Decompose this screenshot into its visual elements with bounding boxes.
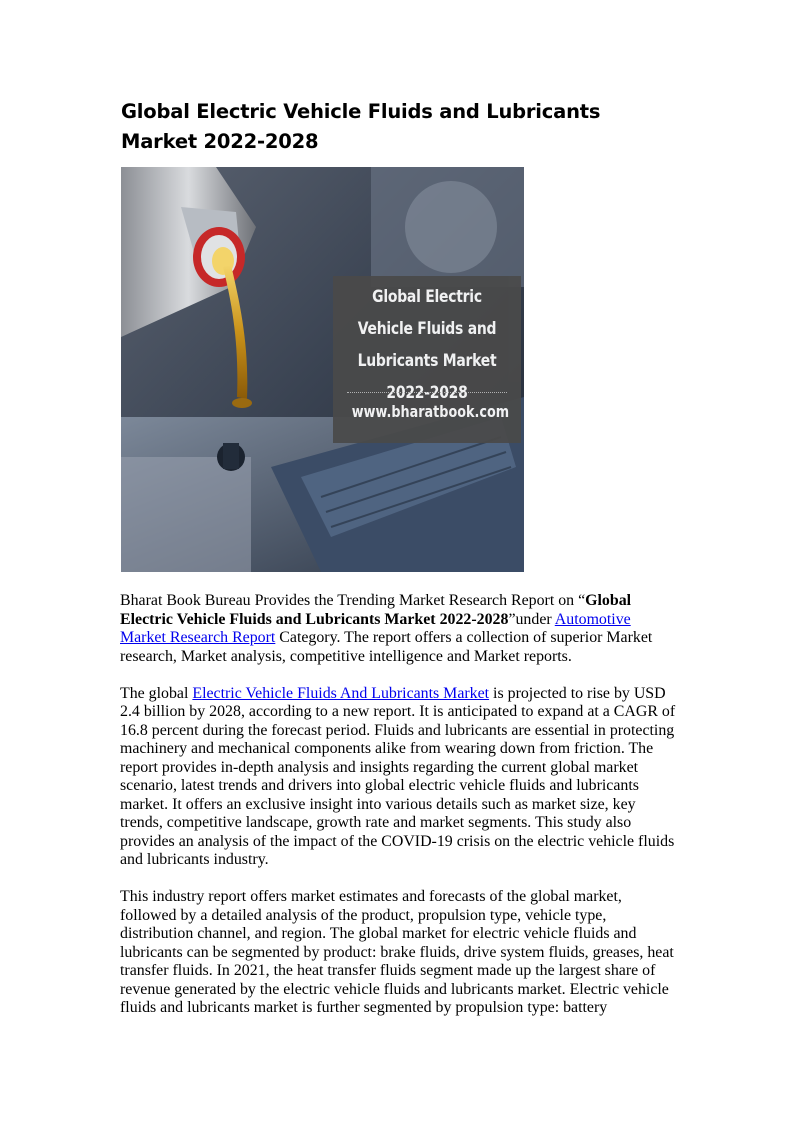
- intro-text-a: Bharat Book Bureau Provides the Trending Market Research Report on “: [120, 592, 586, 609]
- overview-text-a: The global: [120, 684, 193, 702]
- intro-text-b: ”under: [508, 610, 555, 628]
- hero-overlay-banner: [333, 276, 521, 443]
- hero-image: [121, 167, 524, 572]
- intro-paragraph: [120, 592, 680, 666]
- hero-overlay-divider: [347, 392, 507, 393]
- document-body: [120, 592, 680, 1036]
- overview-text-b: is projected to rise by USD 2.4 billion by 2028, according to a new report. It is anticipated to expand at a CAGR of 16.8 percent during the forecast period. Fluids and lubricants are essential in protecting machinery and mechanical components alike from wearing down from friction. The report provides in-depth analysis and insights regarding the current global market scenario, latest trends and drivers into global electric vehicle fluids and lubricants market. It offers an exclusive insight into various details such as market size, key trends, competitive landscape, growth rate and market segments. This study also provides an analysis of the impact of the COVID-19 crisis on the electric vehicle fluids and lubricants industry.: [120, 684, 676, 868]
- intro-report-name: Global Electric Vehicle Fluids and Lubricants Market 2022-2028: [120, 592, 632, 628]
- market-overview-paragraph: [120, 685, 680, 870]
- hero-overlay-title: Global Electric Vehicle Fluids and Lubricants Market 2022-2028: [357, 287, 497, 403]
- segmentation-paragraph: This industry report offers market estimates and forecasts of the global market, followed by a detailed analysis of the product, propulsion type, vehicle type, distribution channel, and region. The global market for electric vehicle fluids and lubricants can be segmented by product: brake fluids, drive system fluids, greases, heat transfer fluids. In 2021, the heat transfer fluids segment made up the largest share of revenue generated by the electric vehicle fluids and lubricants market. Electric vehicle fluids and lubricants market is further segmented by propulsion type: battery: [120, 888, 674, 1016]
- automotive-category-link[interactable]: Automotive Market Research Report: [120, 610, 631, 646]
- market-report-link[interactable]: Electric Vehicle Fluids And Lubricants Market: [192, 684, 490, 702]
- intro-text-c: Category. The report offers a collection of superior Market research, Market analysis, competitive intelligence and Market reports.: [120, 629, 653, 665]
- document-title: Global Electric Vehicle Fluids and Lubricants Market 2022-2028: [121, 100, 601, 153]
- hero-overlay-url: www.bharatbook.com: [351, 402, 510, 421]
